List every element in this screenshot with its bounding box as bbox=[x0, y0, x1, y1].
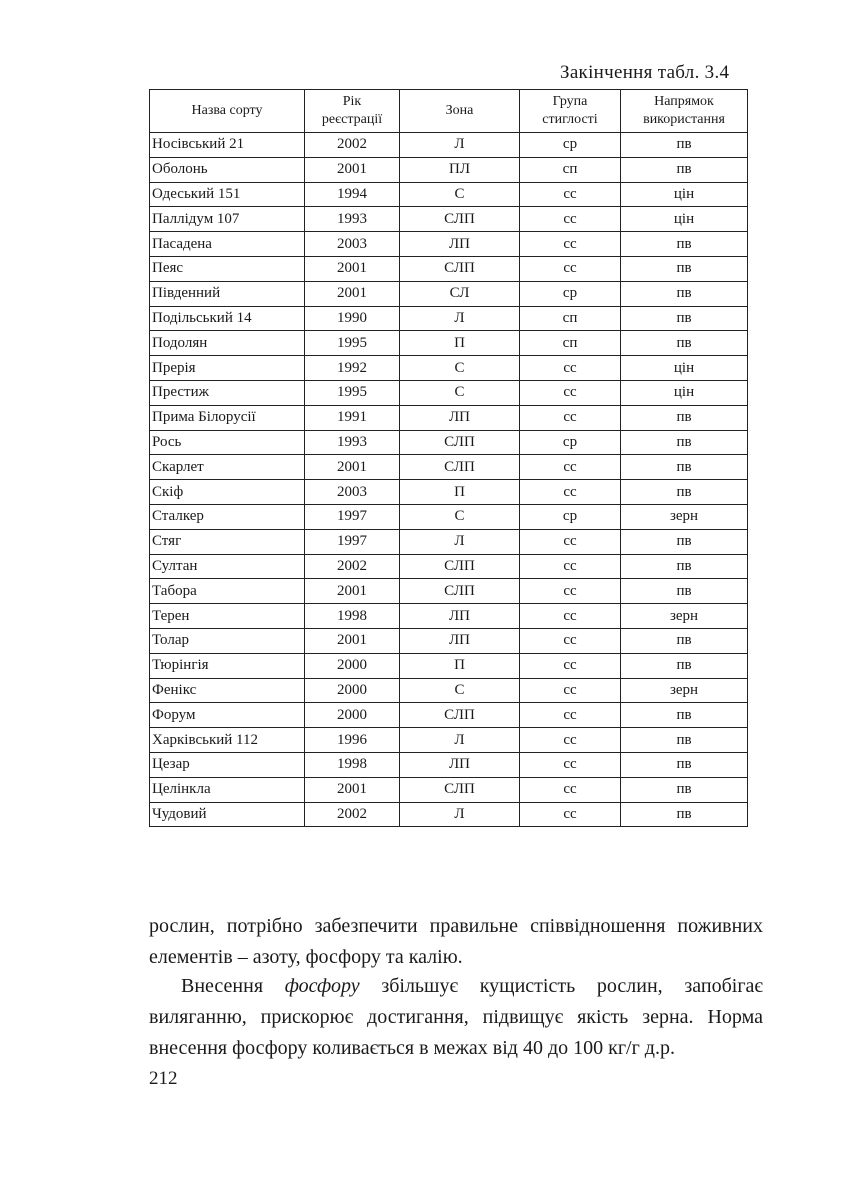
cell-registration-year: 2003 bbox=[305, 232, 400, 257]
cell-usage-direction: пв bbox=[621, 480, 748, 505]
cell-registration-year: 2003 bbox=[305, 480, 400, 505]
cell-registration-year: 2002 bbox=[305, 554, 400, 579]
cell-registration-year: 1993 bbox=[305, 430, 400, 455]
cell-variety-name: Толар bbox=[150, 628, 305, 653]
cell-ripeness-group: сс bbox=[520, 405, 621, 430]
cell-zone: ПЛ bbox=[400, 157, 520, 182]
cell-ripeness-group: сс bbox=[520, 777, 621, 802]
table-row bbox=[150, 777, 748, 802]
table-row bbox=[150, 678, 748, 703]
cell-variety-name: Стяг bbox=[150, 529, 305, 554]
cell-zone: СЛП bbox=[400, 777, 520, 802]
table-caption: Закінчення табл. 3.4 bbox=[560, 62, 730, 83]
cell-variety-name: Харківський 112 bbox=[150, 728, 305, 753]
cell-zone: СЛП bbox=[400, 703, 520, 728]
table-row bbox=[150, 455, 748, 480]
cell-zone: СЛП bbox=[400, 554, 520, 579]
paragraph-phosphorus-rest: збільшує кущистість рослин, запобігає виляганню, прискорює достигання, підвищує якість зерна. Норма внесення фосфору коливається в межах від 40 до 100 кг/г д.р. bbox=[149, 975, 763, 1059]
cell-registration-year: 1997 bbox=[305, 529, 400, 554]
cell-zone: ЛП bbox=[400, 604, 520, 629]
cell-registration-year: 1990 bbox=[305, 306, 400, 331]
table-row bbox=[150, 430, 748, 455]
cell-ripeness-group: сс bbox=[520, 628, 621, 653]
cell-usage-direction: пв bbox=[621, 430, 748, 455]
cell-usage-direction: цін bbox=[621, 380, 748, 405]
table-row bbox=[150, 232, 748, 257]
cell-ripeness-group: сс bbox=[520, 604, 621, 629]
cell-variety-name: Престиж bbox=[150, 380, 305, 405]
cell-ripeness-group: сс bbox=[520, 455, 621, 480]
cell-usage-direction: пв bbox=[621, 405, 748, 430]
cell-variety-name: Пеяс bbox=[150, 256, 305, 281]
table-body bbox=[150, 133, 748, 827]
cell-variety-name: Чудовий bbox=[150, 802, 305, 827]
cell-zone: Л bbox=[400, 802, 520, 827]
cell-ripeness-group: сс bbox=[520, 529, 621, 554]
cell-zone: ЛП bbox=[400, 232, 520, 257]
cell-usage-direction: пв bbox=[621, 281, 748, 306]
cell-ripeness-group: ср bbox=[520, 281, 621, 306]
cell-registration-year: 2002 bbox=[305, 133, 400, 158]
cell-ripeness-group: сс bbox=[520, 356, 621, 381]
cell-zone: С bbox=[400, 504, 520, 529]
table-row bbox=[150, 802, 748, 827]
cell-usage-direction: цін bbox=[621, 207, 748, 232]
varieties-table bbox=[149, 89, 748, 827]
cell-registration-year: 1994 bbox=[305, 182, 400, 207]
table-row bbox=[150, 133, 748, 158]
cell-registration-year: 1993 bbox=[305, 207, 400, 232]
cell-variety-name: Скіф bbox=[150, 480, 305, 505]
header-variety-name: Назва сорту bbox=[150, 90, 305, 133]
cell-usage-direction: цін bbox=[621, 356, 748, 381]
cell-ripeness-group: сс bbox=[520, 380, 621, 405]
cell-ripeness-group: сс bbox=[520, 678, 621, 703]
cell-zone: СЛП bbox=[400, 430, 520, 455]
paragraph-phosphorus bbox=[149, 971, 763, 1064]
cell-zone: С bbox=[400, 380, 520, 405]
cell-usage-direction: пв bbox=[621, 752, 748, 777]
cell-ripeness-group: сс bbox=[520, 728, 621, 753]
cell-usage-direction: зерн bbox=[621, 504, 748, 529]
cell-zone: С bbox=[400, 356, 520, 381]
cell-zone: Л bbox=[400, 728, 520, 753]
cell-usage-direction: цін bbox=[621, 182, 748, 207]
cell-usage-direction: пв bbox=[621, 777, 748, 802]
cell-usage-direction: пв bbox=[621, 703, 748, 728]
cell-usage-direction: пв bbox=[621, 331, 748, 356]
cell-usage-direction: пв bbox=[621, 728, 748, 753]
cell-variety-name: Одеський 151 bbox=[150, 182, 305, 207]
cell-registration-year: 1998 bbox=[305, 752, 400, 777]
header-ripeness-group: Група стиглості bbox=[520, 90, 621, 133]
cell-usage-direction: пв bbox=[621, 157, 748, 182]
cell-variety-name: Табора bbox=[150, 579, 305, 604]
cell-variety-name: Пасадена bbox=[150, 232, 305, 257]
cell-ripeness-group: сп bbox=[520, 306, 621, 331]
cell-registration-year: 2001 bbox=[305, 157, 400, 182]
cell-variety-name: Форум bbox=[150, 703, 305, 728]
cell-ripeness-group: ср bbox=[520, 504, 621, 529]
cell-ripeness-group: сс bbox=[520, 703, 621, 728]
cell-zone: ЛП bbox=[400, 752, 520, 777]
cell-ripeness-group: сп bbox=[520, 331, 621, 356]
header-registration-year: Рік реєстрації bbox=[305, 90, 400, 133]
cell-variety-name: Подільський 14 bbox=[150, 306, 305, 331]
cell-zone: СЛП bbox=[400, 455, 520, 480]
cell-usage-direction: пв bbox=[621, 554, 748, 579]
cell-variety-name: Подолян bbox=[150, 331, 305, 356]
cell-variety-name: Оболонь bbox=[150, 157, 305, 182]
table-row bbox=[150, 380, 748, 405]
table-row bbox=[150, 554, 748, 579]
table-row bbox=[150, 256, 748, 281]
cell-variety-name: Прима Білорусії bbox=[150, 405, 305, 430]
cell-registration-year: 1995 bbox=[305, 380, 400, 405]
cell-ripeness-group: сс bbox=[520, 752, 621, 777]
cell-registration-year: 2000 bbox=[305, 678, 400, 703]
table-row bbox=[150, 356, 748, 381]
cell-variety-name: Рось bbox=[150, 430, 305, 455]
table-row bbox=[150, 207, 748, 232]
cell-usage-direction: пв bbox=[621, 529, 748, 554]
cell-usage-direction: пв bbox=[621, 802, 748, 827]
cell-usage-direction: пв bbox=[621, 653, 748, 678]
cell-variety-name: Прерія bbox=[150, 356, 305, 381]
page-number: 212 bbox=[149, 1068, 178, 1089]
cell-registration-year: 2001 bbox=[305, 455, 400, 480]
cell-variety-name: Носівський 21 bbox=[150, 133, 305, 158]
paragraph-nutrients: рослин, потрібно забезпечити правильне співвідношення поживних елементів – азоту, фосфору та калію. bbox=[149, 915, 763, 968]
table-row bbox=[150, 281, 748, 306]
header-zone: Зона bbox=[400, 90, 520, 133]
cell-usage-direction: пв bbox=[621, 133, 748, 158]
cell-variety-name: Султан bbox=[150, 554, 305, 579]
table-row bbox=[150, 579, 748, 604]
cell-usage-direction: пв bbox=[621, 256, 748, 281]
cell-registration-year: 1995 bbox=[305, 331, 400, 356]
cell-ripeness-group: сс bbox=[520, 579, 621, 604]
cell-ripeness-group: сс bbox=[520, 182, 621, 207]
cell-zone: ЛП bbox=[400, 405, 520, 430]
cell-registration-year: 2000 bbox=[305, 703, 400, 728]
cell-registration-year: 2001 bbox=[305, 628, 400, 653]
cell-registration-year: 2001 bbox=[305, 579, 400, 604]
cell-registration-year: 1996 bbox=[305, 728, 400, 753]
table-row bbox=[150, 628, 748, 653]
table-row bbox=[150, 728, 748, 753]
cell-variety-name: Терен bbox=[150, 604, 305, 629]
cell-variety-name: Фенікс bbox=[150, 678, 305, 703]
cell-usage-direction: пв bbox=[621, 306, 748, 331]
cell-usage-direction: пв bbox=[621, 455, 748, 480]
paragraph-phosphorus-lead: Внесення bbox=[181, 975, 285, 997]
cell-ripeness-group: сп bbox=[520, 157, 621, 182]
cell-zone: С bbox=[400, 182, 520, 207]
cell-registration-year: 2001 bbox=[305, 256, 400, 281]
table-header-row bbox=[150, 90, 748, 133]
cell-zone: П bbox=[400, 331, 520, 356]
cell-zone: СЛ bbox=[400, 281, 520, 306]
cell-zone: Л bbox=[400, 133, 520, 158]
cell-usage-direction: зерн bbox=[621, 604, 748, 629]
cell-ripeness-group: сс bbox=[520, 256, 621, 281]
cell-registration-year: 2001 bbox=[305, 777, 400, 802]
cell-variety-name: Південний bbox=[150, 281, 305, 306]
cell-ripeness-group: сс bbox=[520, 232, 621, 257]
table-row bbox=[150, 331, 748, 356]
cell-variety-name: Паллідум 107 bbox=[150, 207, 305, 232]
cell-variety-name: Сталкер bbox=[150, 504, 305, 529]
table-row bbox=[150, 157, 748, 182]
cell-ripeness-group: ср bbox=[520, 430, 621, 455]
table-row bbox=[150, 504, 748, 529]
cell-ripeness-group: ср bbox=[520, 133, 621, 158]
cell-zone: Л bbox=[400, 529, 520, 554]
cell-registration-year: 1991 bbox=[305, 405, 400, 430]
cell-registration-year: 2000 bbox=[305, 653, 400, 678]
cell-usage-direction: пв bbox=[621, 232, 748, 257]
table-row bbox=[150, 653, 748, 678]
cell-zone: СЛП bbox=[400, 256, 520, 281]
emphasis-phosphorus: фосфору bbox=[284, 975, 360, 997]
table-row bbox=[150, 182, 748, 207]
cell-registration-year: 2002 bbox=[305, 802, 400, 827]
cell-zone: СЛП bbox=[400, 207, 520, 232]
cell-variety-name: Цезар bbox=[150, 752, 305, 777]
cell-zone: ЛП bbox=[400, 628, 520, 653]
table-row bbox=[150, 703, 748, 728]
table-row bbox=[150, 604, 748, 629]
table-row bbox=[150, 752, 748, 777]
table-row bbox=[150, 306, 748, 331]
cell-zone: С bbox=[400, 678, 520, 703]
cell-ripeness-group: сс bbox=[520, 653, 621, 678]
cell-variety-name: Скарлет bbox=[150, 455, 305, 480]
cell-ripeness-group: сс bbox=[520, 554, 621, 579]
cell-variety-name: Целінкла bbox=[150, 777, 305, 802]
cell-usage-direction: пв bbox=[621, 579, 748, 604]
cell-registration-year: 2001 bbox=[305, 281, 400, 306]
cell-usage-direction: зерн bbox=[621, 678, 748, 703]
cell-zone: П bbox=[400, 653, 520, 678]
cell-zone: СЛП bbox=[400, 579, 520, 604]
table-row bbox=[150, 480, 748, 505]
cell-registration-year: 1998 bbox=[305, 604, 400, 629]
cell-zone: П bbox=[400, 480, 520, 505]
cell-variety-name: Тюрінгія bbox=[150, 653, 305, 678]
cell-zone: Л bbox=[400, 306, 520, 331]
cell-usage-direction: пв bbox=[621, 628, 748, 653]
header-usage-direction: Напрямок використання bbox=[621, 90, 748, 133]
cell-ripeness-group: сс bbox=[520, 802, 621, 827]
cell-registration-year: 1992 bbox=[305, 356, 400, 381]
table-row bbox=[150, 405, 748, 430]
cell-ripeness-group: сс bbox=[520, 207, 621, 232]
table-row bbox=[150, 529, 748, 554]
cell-ripeness-group: сс bbox=[520, 480, 621, 505]
cell-registration-year: 1997 bbox=[305, 504, 400, 529]
